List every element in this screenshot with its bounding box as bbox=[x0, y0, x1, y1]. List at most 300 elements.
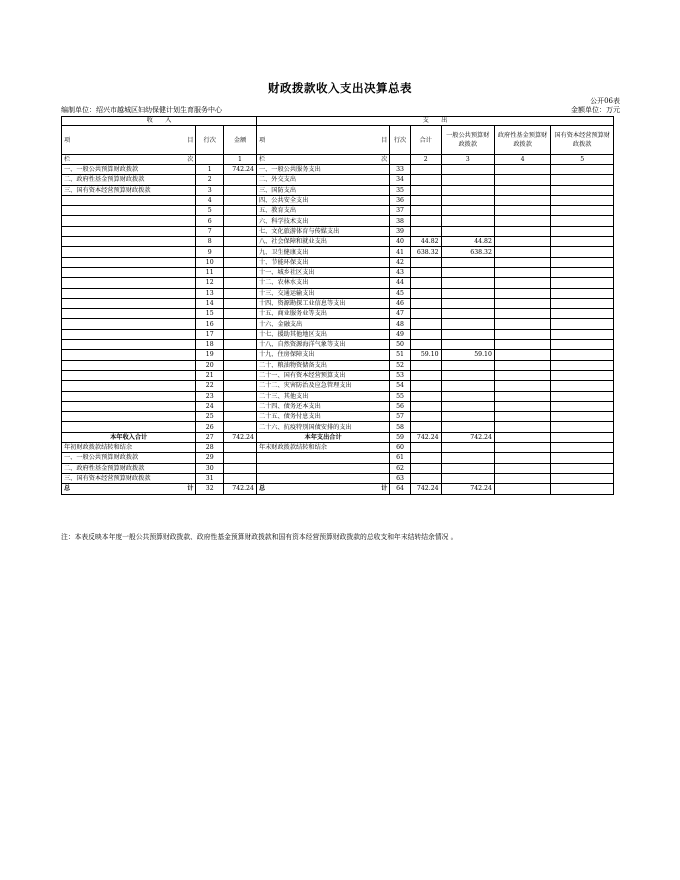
col-index-2: 2 bbox=[410, 155, 441, 165]
empty-cell bbox=[551, 473, 614, 483]
income-item bbox=[62, 267, 196, 277]
expense-row-no: 45 bbox=[390, 288, 411, 298]
expense-total bbox=[410, 370, 441, 380]
expense-fund-budget bbox=[494, 216, 550, 226]
expense-state-capital bbox=[551, 412, 614, 422]
expense-row-no: 48 bbox=[390, 319, 411, 329]
expense-general-budget bbox=[441, 185, 494, 195]
footnote: 注：本表反映本年度一般公共预算财政拨款、政府性基金预算财政拨款和国有资本经营预算财政拨款的总收支和年末结转结余情况 。 bbox=[61, 533, 458, 541]
expense-row-no: 46 bbox=[390, 298, 411, 308]
expense-total bbox=[410, 257, 441, 267]
expense-row-no: 57 bbox=[390, 412, 411, 422]
income-row-no: 25 bbox=[196, 412, 224, 422]
carry-over-row bbox=[62, 443, 614, 453]
table-row bbox=[62, 216, 614, 226]
expense-item: 十七、援助其他地区支出 bbox=[256, 329, 389, 339]
expense-fund-budget bbox=[494, 360, 550, 370]
grand-total-income: 742.24 bbox=[224, 484, 257, 494]
expense-total bbox=[410, 195, 441, 205]
col-index-1: 1 bbox=[224, 155, 257, 165]
empty-cell bbox=[494, 453, 550, 463]
expense-total bbox=[410, 319, 441, 329]
table-row bbox=[62, 267, 614, 277]
table-row bbox=[62, 237, 614, 247]
table-row bbox=[62, 360, 614, 370]
expense-item: 七、文化旅游体育与传媒支出 bbox=[256, 226, 389, 236]
empty-cell bbox=[410, 453, 441, 463]
table-row bbox=[62, 370, 614, 380]
expense-fund-budget bbox=[494, 391, 550, 401]
table-row bbox=[62, 350, 614, 360]
grand-total-general: 742.24 bbox=[441, 484, 494, 494]
expense-state-capital bbox=[551, 237, 614, 247]
expense-state-capital bbox=[551, 370, 614, 380]
report-title: 财政拨款收入支出决算总表 bbox=[268, 81, 412, 95]
expense-total bbox=[410, 288, 441, 298]
expense-total bbox=[410, 298, 441, 308]
expense-item-header: 项 目 bbox=[256, 126, 389, 155]
income-item bbox=[62, 370, 196, 380]
income-item bbox=[62, 329, 196, 339]
income-item bbox=[62, 350, 196, 360]
expense-state-capital bbox=[551, 175, 614, 185]
expense-item: 二十五、债务付息支出 bbox=[256, 412, 389, 422]
grand-total-label: 总 计 bbox=[256, 484, 389, 494]
income-amount bbox=[224, 216, 257, 226]
expense-general-budget bbox=[441, 370, 494, 380]
expense-total bbox=[410, 309, 441, 319]
expense-state-capital bbox=[551, 401, 614, 411]
income-amount bbox=[224, 278, 257, 288]
income-row-no: 5 bbox=[196, 206, 224, 216]
expense-general-budget bbox=[441, 206, 494, 216]
carry-over-body bbox=[62, 443, 614, 484]
expense-total: 638.32 bbox=[410, 247, 441, 257]
income-row-no-header: 行次 bbox=[196, 126, 224, 155]
fund-budget-header: 政府性基金预算财政拨款 bbox=[494, 126, 550, 155]
income-amount bbox=[224, 340, 257, 350]
expense-row-no: 44 bbox=[390, 278, 411, 288]
empty-cell bbox=[410, 443, 441, 453]
income-amount bbox=[224, 257, 257, 267]
expense-total bbox=[410, 340, 441, 350]
expense-state-capital bbox=[551, 257, 614, 267]
expense-total bbox=[410, 360, 441, 370]
report-table bbox=[61, 116, 614, 495]
income-row-no: 15 bbox=[196, 309, 224, 319]
expense-state-capital bbox=[551, 350, 614, 360]
expense-state-capital bbox=[551, 309, 614, 319]
expense-row-no: 37 bbox=[390, 206, 411, 216]
expense-total bbox=[410, 165, 441, 175]
expense-state-capital bbox=[551, 278, 614, 288]
carry-over-row bbox=[62, 463, 614, 473]
expense-row-no: 52 bbox=[390, 360, 411, 370]
table-row bbox=[62, 257, 614, 267]
income-row-no: 30 bbox=[196, 463, 224, 473]
expense-state-capital bbox=[551, 267, 614, 277]
expense-item: 二、外交支出 bbox=[256, 175, 389, 185]
empty-cell bbox=[494, 443, 550, 453]
income-row-no: 3 bbox=[196, 185, 224, 195]
income-amount bbox=[224, 195, 257, 205]
expense-row-no: 50 bbox=[390, 340, 411, 350]
income-amount bbox=[224, 401, 257, 411]
expense-general-budget bbox=[441, 195, 494, 205]
empty-cell bbox=[441, 453, 494, 463]
expense-state-capital bbox=[551, 391, 614, 401]
expense-row-no: 54 bbox=[390, 381, 411, 391]
table-row bbox=[62, 412, 614, 422]
income-item bbox=[62, 237, 196, 247]
empty-cell bbox=[494, 473, 550, 483]
expense-general-budget bbox=[441, 422, 494, 432]
expense-state-capital bbox=[551, 216, 614, 226]
income-amount bbox=[224, 381, 257, 391]
income-row-no: 4 bbox=[196, 195, 224, 205]
income-row-no: 14 bbox=[196, 298, 224, 308]
expense-total bbox=[410, 267, 441, 277]
table-row bbox=[62, 381, 614, 391]
table-row bbox=[62, 175, 614, 185]
subtotal-row: 本年收入合计 27 742.24 本年支出合计 59 742.24 742.24 bbox=[62, 432, 614, 442]
expense-item: 二十三、其他支出 bbox=[256, 391, 389, 401]
expense-general-budget bbox=[441, 360, 494, 370]
income-item bbox=[62, 216, 196, 226]
income-item-header: 项 目 bbox=[62, 126, 196, 155]
expense-fund-budget bbox=[494, 226, 550, 236]
income-item: 二、政府性基金预算财政拨款 bbox=[62, 463, 196, 473]
expense-general-budget bbox=[441, 257, 494, 267]
income-item bbox=[62, 226, 196, 236]
expense-item: 十四、资源勘探工业信息等支出 bbox=[256, 298, 389, 308]
income-amount-header: 金额 bbox=[224, 126, 257, 155]
income-item bbox=[62, 412, 196, 422]
income-amount bbox=[224, 453, 257, 463]
col-index-5: 5 bbox=[551, 155, 614, 165]
general-budget-header: 一般公共预算财政拨款 bbox=[441, 126, 494, 155]
income-row-no: 17 bbox=[196, 329, 224, 339]
table-row bbox=[62, 329, 614, 339]
income-row-no: 7 bbox=[196, 226, 224, 236]
income-row-no: 9 bbox=[196, 247, 224, 257]
expense-item bbox=[256, 463, 389, 473]
expense-item: 十三、交通运输支出 bbox=[256, 288, 389, 298]
expense-fund-budget bbox=[494, 257, 550, 267]
table-row bbox=[62, 226, 614, 236]
grand-total-expense: 742.24 bbox=[410, 484, 441, 494]
expense-general-budget bbox=[441, 226, 494, 236]
table-row bbox=[62, 401, 614, 411]
expense-state-capital bbox=[551, 319, 614, 329]
income-item bbox=[62, 298, 196, 308]
expense-general-budget bbox=[441, 309, 494, 319]
table-row bbox=[62, 206, 614, 216]
expense-row-no: 47 bbox=[390, 309, 411, 319]
income-row-no: 10 bbox=[196, 257, 224, 267]
expense-general-budget bbox=[441, 401, 494, 411]
income-row-no: 31 bbox=[196, 473, 224, 483]
expense-row-no: 35 bbox=[390, 185, 411, 195]
expense-state-capital bbox=[551, 360, 614, 370]
expense-row-no: 62 bbox=[390, 463, 411, 473]
expense-fund-budget bbox=[494, 185, 550, 195]
expense-item: 十九、住房保障支出 bbox=[256, 350, 389, 360]
expense-state-capital bbox=[551, 195, 614, 205]
expense-total bbox=[410, 278, 441, 288]
income-amount bbox=[224, 443, 257, 453]
income-row-no: 22 bbox=[196, 381, 224, 391]
income-row-no: 6 bbox=[196, 216, 224, 226]
expense-row-no: 40 bbox=[390, 237, 411, 247]
expense-general-budget: 44.82 bbox=[441, 237, 494, 247]
expense-subtotal-general: 742.24 bbox=[441, 432, 494, 442]
expense-total: 44.82 bbox=[410, 237, 441, 247]
expense-item: 四、公共安全支出 bbox=[256, 195, 389, 205]
table-row bbox=[62, 340, 614, 350]
income-item bbox=[62, 278, 196, 288]
expense-item: 八、社会保障和就业支出 bbox=[256, 237, 389, 247]
income-amount bbox=[224, 206, 257, 216]
empty-cell bbox=[441, 463, 494, 473]
expense-total bbox=[410, 206, 441, 216]
income-row-no: 21 bbox=[196, 370, 224, 380]
income-amount bbox=[224, 370, 257, 380]
expense-total bbox=[410, 391, 441, 401]
expense-total bbox=[410, 175, 441, 185]
table-row bbox=[62, 391, 614, 401]
expense-general-budget bbox=[441, 391, 494, 401]
income-row-no: 23 bbox=[196, 391, 224, 401]
expense-row-no: 34 bbox=[390, 175, 411, 185]
expense-state-capital bbox=[551, 288, 614, 298]
income-row-no: 19 bbox=[196, 350, 224, 360]
expense-group-header: 支 出 bbox=[256, 117, 613, 126]
expense-subtotal-total: 742.24 bbox=[410, 432, 441, 442]
org-unit-line bbox=[61, 105, 620, 115]
income-item bbox=[62, 257, 196, 267]
table-row bbox=[62, 309, 614, 319]
summary-body bbox=[62, 432, 614, 442]
expense-total bbox=[410, 401, 441, 411]
income-amount bbox=[224, 237, 257, 247]
expense-state-capital bbox=[551, 422, 614, 432]
expense-general-budget bbox=[441, 175, 494, 185]
expense-fund-budget bbox=[494, 175, 550, 185]
table-row bbox=[62, 319, 614, 329]
income-item: 一、一般公共预算财政拨款 bbox=[62, 453, 196, 463]
income-amount: 742.24 bbox=[224, 165, 257, 175]
income-item bbox=[62, 288, 196, 298]
expense-row-no: 56 bbox=[390, 401, 411, 411]
income-item bbox=[62, 247, 196, 257]
expense-state-capital bbox=[551, 298, 614, 308]
expense-fund-budget bbox=[494, 237, 550, 247]
income-amount bbox=[224, 185, 257, 195]
income-row-no: 8 bbox=[196, 237, 224, 247]
expense-item: 十二、农林水支出 bbox=[256, 278, 389, 288]
expense-row-no: 58 bbox=[390, 422, 411, 432]
income-amount bbox=[224, 473, 257, 483]
expense-state-capital bbox=[551, 247, 614, 257]
income-amount bbox=[224, 329, 257, 339]
income-item bbox=[62, 391, 196, 401]
grand-total-label: 总 计 bbox=[62, 484, 196, 494]
expense-general-budget bbox=[441, 267, 494, 277]
table-row bbox=[62, 278, 614, 288]
expense-state-capital bbox=[551, 226, 614, 236]
income-row-no: 29 bbox=[196, 453, 224, 463]
income-amount bbox=[224, 463, 257, 473]
expense-fund-budget bbox=[494, 350, 550, 360]
column-index-label: 栏 次 bbox=[62, 155, 196, 165]
carry-over-row bbox=[62, 473, 614, 483]
expense-fund-budget bbox=[494, 278, 550, 288]
expense-total bbox=[410, 185, 441, 195]
expense-total bbox=[410, 216, 441, 226]
income-item: 三、国有资本经营预算财政拨款 bbox=[62, 473, 196, 483]
empty-cell bbox=[494, 463, 550, 473]
expense-item bbox=[256, 453, 389, 463]
expense-item: 二十六、抗疫特别国债安排的支出 bbox=[256, 422, 389, 432]
org-name: 编制单位：绍兴市越城区妇幼保健计划生育服务中心 bbox=[61, 106, 222, 114]
expense-item: 二十二、灾害防治及应急管理支出 bbox=[256, 381, 389, 391]
expense-item: 一、一般公共服务支出 bbox=[256, 165, 389, 175]
income-amount bbox=[224, 267, 257, 277]
expense-row-no: 41 bbox=[390, 247, 411, 257]
income-amount bbox=[224, 412, 257, 422]
income-amount bbox=[224, 298, 257, 308]
income-item: 一、一般公共预算财政拨款 bbox=[62, 165, 196, 175]
expense-row-no: 63 bbox=[390, 473, 411, 483]
empty-cell bbox=[441, 473, 494, 483]
income-row-no: 2 bbox=[196, 175, 224, 185]
expense-fund-budget bbox=[494, 329, 550, 339]
empty-cell bbox=[441, 443, 494, 453]
expense-row-no: 53 bbox=[390, 370, 411, 380]
income-row-no: 12 bbox=[196, 278, 224, 288]
expense-row-no: 39 bbox=[390, 226, 411, 236]
expense-item: 六、科学技术支出 bbox=[256, 216, 389, 226]
expense-fund-budget bbox=[494, 401, 550, 411]
expense-general-budget bbox=[441, 319, 494, 329]
expense-total bbox=[410, 381, 441, 391]
expense-row-no: 60 bbox=[390, 443, 411, 453]
expense-fund-budget bbox=[494, 267, 550, 277]
income-item bbox=[62, 195, 196, 205]
income-row-no: 20 bbox=[196, 360, 224, 370]
expense-general-budget: 638.32 bbox=[441, 247, 494, 257]
income-amount bbox=[224, 288, 257, 298]
expense-fund-budget bbox=[494, 247, 550, 257]
income-item: 三、国有资本经营预算财政拨款 bbox=[62, 185, 196, 195]
table-row bbox=[62, 422, 614, 432]
expense-row-no: 61 bbox=[390, 453, 411, 463]
carry-over-row bbox=[62, 453, 614, 463]
income-amount bbox=[224, 226, 257, 236]
income-item bbox=[62, 206, 196, 216]
expense-state-capital bbox=[551, 340, 614, 350]
table-row bbox=[62, 195, 614, 205]
income-item bbox=[62, 381, 196, 391]
expense-row-no: 51 bbox=[390, 350, 411, 360]
income-amount bbox=[224, 422, 257, 432]
expense-fund-budget bbox=[494, 319, 550, 329]
expense-row-no: 36 bbox=[390, 195, 411, 205]
grand-total-body bbox=[62, 484, 614, 494]
total-header: 合计 bbox=[410, 126, 441, 155]
expense-total bbox=[410, 329, 441, 339]
state-capital-header: 国有资本经营预算财政拨款 bbox=[551, 126, 614, 155]
expense-item: 十、节能环保支出 bbox=[256, 257, 389, 267]
table-row bbox=[62, 288, 614, 298]
expense-fund-budget bbox=[494, 370, 550, 380]
expense-general-budget bbox=[441, 381, 494, 391]
income-row-no: 18 bbox=[196, 340, 224, 350]
expense-item: 十八、自然资源海洋气象等支出 bbox=[256, 340, 389, 350]
expense-fund-budget bbox=[494, 412, 550, 422]
expense-row-no: 33 bbox=[390, 165, 411, 175]
expense-item: 十一、城乡社区支出 bbox=[256, 267, 389, 277]
income-item bbox=[62, 340, 196, 350]
expense-item: 五、教育支出 bbox=[256, 206, 389, 216]
expense-general-budget bbox=[441, 329, 494, 339]
expense-general-budget bbox=[441, 298, 494, 308]
income-item bbox=[62, 309, 196, 319]
income-subtotal-amount: 742.24 bbox=[224, 432, 257, 442]
expense-subtotal-label: 本年支出合计 bbox=[256, 432, 389, 442]
expense-row-no-header: 行次 bbox=[390, 126, 411, 155]
expense-item: 年末财政拨款结转和结余 bbox=[256, 443, 389, 453]
grand-total-row: 总 计 32 742.24 总 计 64 742.24 742.24 bbox=[62, 484, 614, 494]
income-row-no: 13 bbox=[196, 288, 224, 298]
expense-general-budget bbox=[441, 340, 494, 350]
table-row bbox=[62, 185, 614, 195]
expense-state-capital bbox=[551, 329, 614, 339]
expense-fund-budget bbox=[494, 195, 550, 205]
expense-row-no: 43 bbox=[390, 267, 411, 277]
income-amount bbox=[224, 175, 257, 185]
income-item bbox=[62, 360, 196, 370]
expense-general-budget: 59.10 bbox=[441, 350, 494, 360]
income-item: 二、政府性基金预算财政拨款 bbox=[62, 175, 196, 185]
expense-row-no: 55 bbox=[390, 391, 411, 401]
expense-fund-budget bbox=[494, 309, 550, 319]
expense-item: 十六、金融支出 bbox=[256, 319, 389, 329]
empty-cell bbox=[410, 473, 441, 483]
income-item: 年初财政拨款结转和结余 bbox=[62, 443, 196, 453]
expense-fund-budget bbox=[494, 165, 550, 175]
expense-general-budget bbox=[441, 165, 494, 175]
expense-item: 二十四、债务还本支出 bbox=[256, 401, 389, 411]
income-row-no: 28 bbox=[196, 443, 224, 453]
expense-general-budget bbox=[441, 216, 494, 226]
income-amount bbox=[224, 309, 257, 319]
income-group-header: 收 入 bbox=[62, 117, 257, 126]
income-item bbox=[62, 401, 196, 411]
expense-fund-budget bbox=[494, 288, 550, 298]
expense-item: 三、国防支出 bbox=[256, 185, 389, 195]
expense-fund-budget bbox=[494, 340, 550, 350]
expense-item: 九、卫生健康支出 bbox=[256, 247, 389, 257]
col-index-3: 3 bbox=[441, 155, 494, 165]
expense-fund-budget bbox=[494, 298, 550, 308]
column-index-label: 栏 次 bbox=[256, 155, 389, 165]
income-row-no: 1 bbox=[196, 165, 224, 175]
income-amount bbox=[224, 391, 257, 401]
col-index-4: 4 bbox=[494, 155, 550, 165]
income-row-no: 16 bbox=[196, 319, 224, 329]
